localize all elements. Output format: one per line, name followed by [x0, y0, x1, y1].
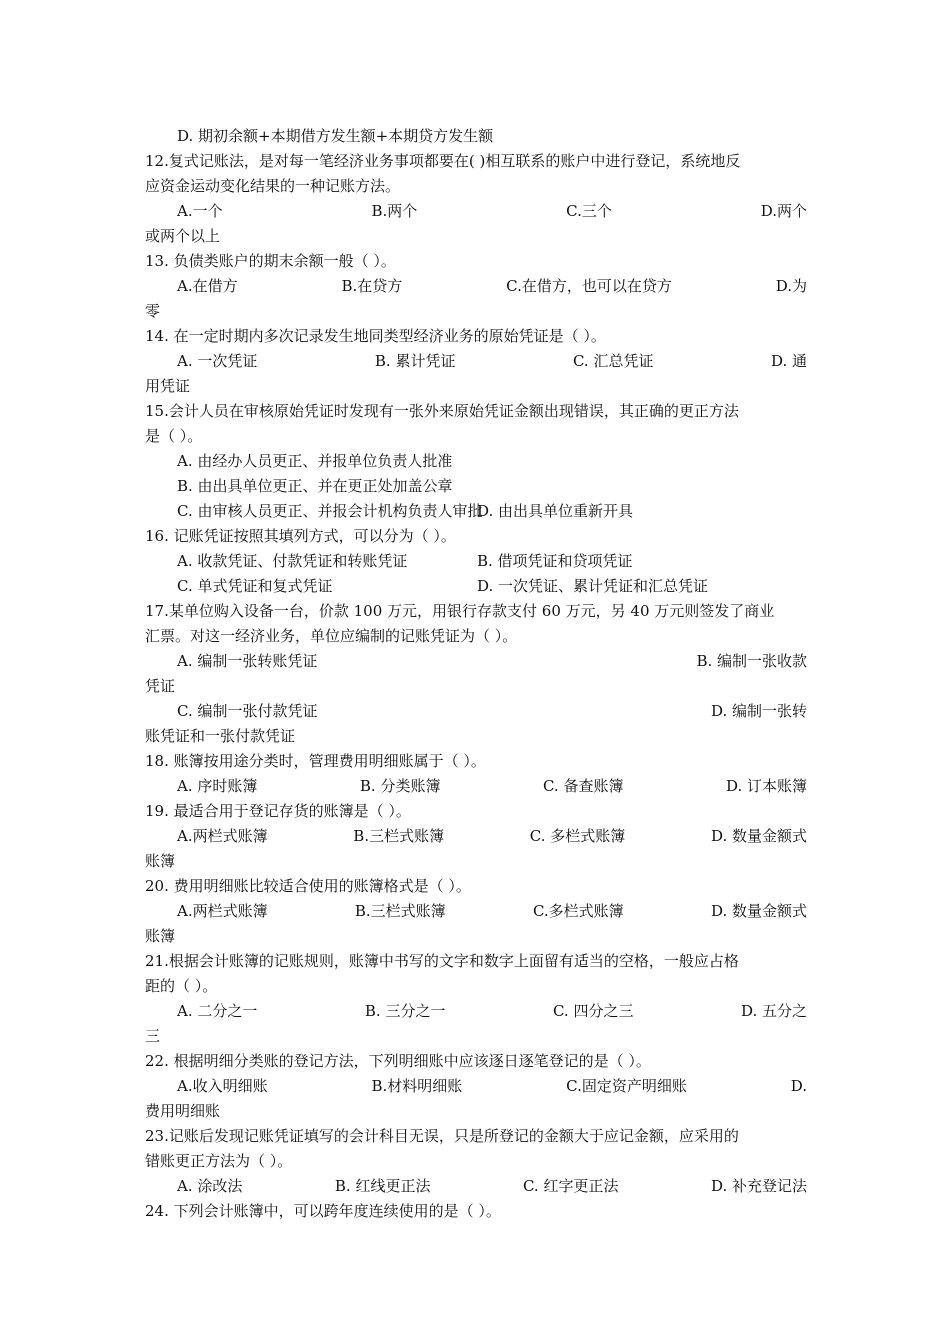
option-choice: D. 补充登记法 — [710, 1177, 807, 1195]
option-choice: D.两个 — [760, 202, 807, 220]
options-row — [145, 899, 807, 924]
options-row — [145, 349, 807, 374]
option-choice: D. 订本账簿 — [725, 777, 807, 795]
option-choice: C.多栏式账簿 — [532, 902, 624, 920]
text-line: 15.会计人员在审核原始凭证时发现有一张外来原始凭证金额出现错误，其正确的更正方法 — [145, 402, 739, 420]
text-line: 错账更正方法为（ ）。 — [145, 1152, 293, 1170]
option-choice: A.收入明细账 — [177, 1077, 268, 1095]
options-row — [145, 199, 807, 224]
option-choice: B. 累计凭证 — [374, 352, 456, 370]
option-choice: D. 编制一张转 — [710, 702, 807, 720]
option-choice: D.为 — [775, 277, 807, 295]
option-choice: B. 借项凭证和贷项凭证 — [477, 552, 633, 570]
option-line: D. 期初余额+本期借方发生额+本期贷方发生额 — [177, 127, 494, 145]
option-choice: C. 四分之三 — [552, 1002, 634, 1020]
text-line: 23.记账后发现记账凭证填写的会计科目无误，只是所登记的金额大于应记金额，应采用的 — [145, 1127, 739, 1145]
text-line: 或两个以上 — [145, 227, 221, 245]
option-choice: A.两栏式账簿 — [177, 827, 268, 845]
option-choice: C.三个 — [566, 202, 612, 220]
option-line: A. 由经办人员更正、并报单位负责人批准 — [177, 452, 453, 470]
options-row — [145, 1074, 807, 1099]
text-line: 零 — [145, 302, 161, 320]
text-line: 14. 在一定时期内多次记录发生地同类型经济业务的原始凭证是（ ）。 — [145, 327, 606, 345]
option-choice: D. 由出具单位重新开具 — [477, 502, 634, 520]
text-line: 账簿 — [145, 927, 176, 945]
option-choice: A. 收款凭证、付款凭证和转账凭证 — [177, 552, 408, 570]
option-choice: C. 红字更正法 — [522, 1177, 619, 1195]
option-choice: C.固定资产明细账 — [566, 1077, 687, 1095]
text-line: 17.某单位购入设备一台，价款 100 万元，用银行存款支付 60 万元，另 40 万元则签发了商业 — [145, 602, 775, 620]
text-line: 22. 根据明细分类账的登记方法，下列明细账中应该逐日逐笔登记的是（ ）。 — [145, 1052, 651, 1070]
option-choice: A. 序时账簿 — [177, 777, 258, 795]
option-choice: A. 涂改法 — [177, 1177, 243, 1195]
option-choice: B. 编制一张收款 — [696, 652, 807, 670]
options-row — [145, 499, 807, 524]
option-choice: D. 数量金额式 — [710, 902, 807, 920]
text-line: 账簿 — [145, 852, 176, 870]
option-choice: C. 单式凭证和复式凭证 — [177, 577, 333, 595]
options-row — [145, 774, 807, 799]
text-line: 20. 费用明细账比较适合使用的账簿格式是（ ）。 — [145, 877, 471, 895]
options-row — [145, 1174, 807, 1199]
text-line: 21.根据会计账簿的记账规则，账簿中书写的文字和数字上面留有适当的空格，一般应占格 — [145, 952, 739, 970]
text-line: 18. 账簿按用途分类时，管理费用明细账属于（ ）。 — [145, 752, 486, 770]
text-line: 24. 下列会计账簿中，可以跨年度连续使用的是（ ）。 — [145, 1202, 501, 1220]
text-line: 三 — [145, 1027, 161, 1045]
option-choice: C. 备查账簿 — [542, 777, 624, 795]
question-list — [145, 124, 807, 1224]
option-choice: D. 数量金额式 — [710, 827, 807, 845]
option-choice: D. — [790, 1077, 807, 1095]
text-line: 距的（ ）。 — [145, 977, 218, 995]
options-row — [145, 574, 807, 599]
text-line: 用凭证 — [145, 377, 191, 395]
option-choice: C. 汇总凭证 — [572, 352, 654, 370]
option-choice: B.三栏式账簿 — [353, 827, 445, 845]
text-line: 12.复式记账法，是对每一笔经济业务事项都要在( )相互联系的账户中进行登记，系统地反 — [145, 152, 741, 170]
options-row — [145, 274, 807, 299]
option-choice: A.在借方 — [177, 277, 238, 295]
option-choice: A. 一次凭证 — [177, 352, 258, 370]
options-row — [145, 999, 807, 1024]
text-line: 账凭证和一张付款凭证 — [145, 727, 296, 745]
text-line: 费用明细账 — [145, 1102, 221, 1120]
option-choice: C. 多栏式账簿 — [529, 827, 626, 845]
options-row — [145, 649, 807, 674]
option-choice: D. 一次凭证、累计凭证和汇总凭证 — [477, 577, 709, 595]
option-choice: B. 分类账簿 — [359, 777, 441, 795]
options-row — [145, 549, 807, 574]
option-choice: B. 红线更正法 — [334, 1177, 431, 1195]
option-choice: B.两个 — [371, 202, 418, 220]
option-choice: B.三栏式账簿 — [354, 902, 446, 920]
option-choice: B.在贷方 — [341, 277, 403, 295]
option-choice: A. 编制一张转账凭证 — [177, 652, 318, 670]
option-choice: C. 由审核人员更正、并报会计机构负责人审批 — [177, 502, 483, 520]
option-choice: A.一个 — [177, 202, 223, 220]
option-choice: D. 通 — [770, 352, 807, 370]
option-choice: C. 编制一张付款凭证 — [177, 702, 318, 720]
text-line: 19. 最适合用于登记存货的账簿是（ ）。 — [145, 802, 411, 820]
options-row — [145, 699, 807, 724]
text-line: 是（ ）。 — [145, 427, 203, 445]
option-choice: B. 三分之一 — [364, 1002, 446, 1020]
text-line: 凭证 — [145, 677, 176, 695]
option-choice: B.材料明细账 — [371, 1077, 463, 1095]
text-line: 应资金运动变化结果的一种记账方法。 — [145, 177, 401, 195]
text-line: 16. 记账凭证按照其填列方式，可以分为（ ）。 — [145, 527, 456, 545]
text-line: 汇票。对这一经济业务，单位应编制的记账凭证为（ ）。 — [145, 627, 518, 645]
option-choice: A.两栏式账簿 — [177, 902, 268, 920]
option-choice: C.在借方，也可以在贷方 — [506, 277, 672, 295]
option-choice: D. 五分之 — [740, 1002, 807, 1020]
option-choice: A. 二分之一 — [177, 1002, 258, 1020]
options-row — [145, 824, 807, 849]
option-line: B. 由出具单位更正、并在更正处加盖公章 — [177, 477, 453, 495]
text-line: 13. 负债类账户的期末余额一般（ ）。 — [145, 252, 396, 270]
